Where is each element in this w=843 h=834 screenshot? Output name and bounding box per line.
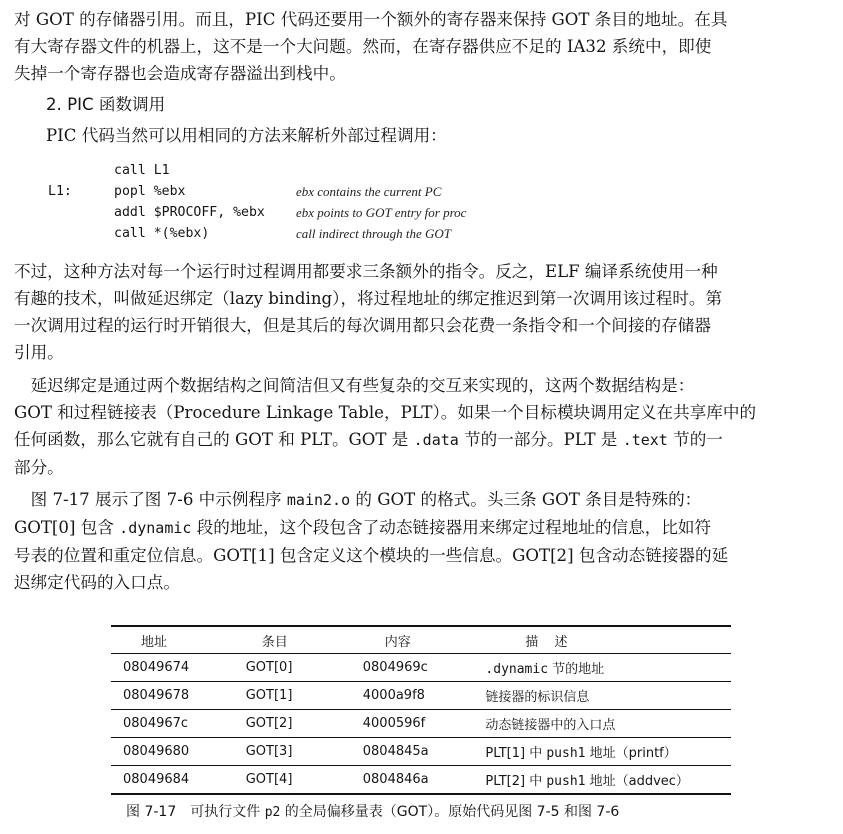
cell-description <box>485 766 731 795</box>
cell-content: 4000a9f8 <box>363 682 486 710</box>
table-row <box>111 682 731 710</box>
text-run: 地址（printf） <box>585 746 677 761</box>
code-line <box>48 202 608 223</box>
got-table <box>111 625 731 795</box>
inline-code: p2 <box>264 805 281 820</box>
cell-description: 链接器的标识信息 <box>485 682 731 710</box>
text-run: GOT[0] 包含 <box>14 518 120 537</box>
header-entry: 条目 <box>246 626 363 654</box>
header-content: 内容 <box>363 626 486 654</box>
cell-address: 08049678 <box>111 682 246 710</box>
cell-entry: GOT[4] <box>246 766 363 795</box>
inline-code: .text <box>622 431 668 449</box>
code-instruction: call L1 <box>114 163 170 178</box>
text-line <box>14 486 834 514</box>
text-line: 引用。 <box>14 343 64 362</box>
text-line <box>14 426 834 454</box>
cell-address: 08049680 <box>111 738 246 766</box>
text-line <box>14 514 834 542</box>
code-comment: ebx points to GOT entry for proc <box>296 205 467 220</box>
text-line: 不过，这种方法对每一个运行时过程调用都要求三条额外的指令。反之，ELF 编译系统使用一种 <box>14 262 718 281</box>
code-label: L1: <box>48 184 72 199</box>
text-run: 节的地址 <box>548 662 605 677</box>
header-address: 地址 <box>111 626 246 654</box>
text-run: 的全局偏移量表（GOT）。原始代码见图 7-5 和图 7-6 <box>280 804 620 820</box>
code-line <box>48 223 608 244</box>
text-run: 图 7-17 可执行文件 <box>126 804 265 820</box>
text-line: 部分。 <box>14 458 64 477</box>
got-table-grid <box>111 625 731 795</box>
figure-caption <box>126 800 619 825</box>
inline-code: .dynamic <box>485 662 549 677</box>
inline-code: .dynamic <box>119 519 192 537</box>
table-row <box>111 738 731 766</box>
text-line: GOT 和过程链接表（Procedure Linkage Table，PLT）。如果一个目标模块调用定义在共享库中的 <box>14 403 757 422</box>
text-run: PLT[1] 中 <box>485 746 547 761</box>
text-run: 图 7-17 展示了图 7-6 中示例程序 <box>14 490 287 509</box>
section-heading: 2. PIC 函数调用 <box>46 95 166 114</box>
code-instruction: call *(%ebx) <box>114 226 210 241</box>
text-line: 有趣的技术，叫做延迟绑定（lazy binding），将过程地址的绑定推迟到第一次调用该过程时。第 <box>14 289 723 308</box>
cell-address: 08049684 <box>111 766 246 795</box>
paragraph-lazy-binding <box>14 258 834 366</box>
table-row <box>111 710 731 738</box>
cell-description: 动态链接器中的入口点 <box>485 710 731 738</box>
cell-entry: GOT[0] <box>246 654 363 682</box>
code-listing <box>48 160 608 244</box>
text-line: 迟绑定代码的入口点。 <box>14 573 180 592</box>
code-comment: call indirect through the GOT <box>296 226 452 241</box>
table-row <box>111 654 731 682</box>
inline-code: push1 <box>546 746 586 761</box>
code-instruction: popl %ebx <box>114 184 186 199</box>
inline-code: .data <box>413 431 459 449</box>
cell-description <box>485 654 731 682</box>
cell-entry: GOT[2] <box>246 710 363 738</box>
text-run: 的 GOT 的格式。头三条 GOT 条目是特殊的： <box>350 490 702 509</box>
cell-entry: GOT[1] <box>246 682 363 710</box>
text-run: 段的地址，这个段包含了动态链接器用来绑定过程地址的信息，比如符 <box>191 518 712 537</box>
cell-content: 0804846a <box>363 766 486 795</box>
text-line: 有大寄存器文件的机器上，这不是一个大问题。然而，在寄存器供应不足的 IA32 系统中，即使 <box>14 37 712 56</box>
code-line <box>48 160 608 181</box>
paragraph-plt <box>14 372 834 481</box>
code-line <box>48 181 608 202</box>
table-row <box>111 766 731 795</box>
inline-code: push1 <box>546 774 586 789</box>
text-line: 失掉一个寄存器也会造成寄存器溢出到栈中。 <box>14 64 346 83</box>
intro-line: PIC 代码当然可以用相同的方法来解析外部过程调用： <box>46 126 447 145</box>
text-run: 节的一 <box>667 430 723 449</box>
text-run: 地址（addvec） <box>585 774 689 789</box>
code-comment: ebx contains the current PC <box>296 184 442 199</box>
text-line: 一次调用过程的运行时开销很大，但是其后的每次调用都只会花费一条指令和一个间接的存储器 <box>14 316 711 335</box>
header-description: 描 述 <box>485 626 731 654</box>
text-line: 延迟绑定是通过两个数据结构之间简洁但又有些复杂的交互来实现的，这两个数据结构是： <box>14 376 695 395</box>
text-line: 号表的位置和重定位信息。GOT[1] 包含定义这个模块的一些信息。GOT[2] 包含动态链接器的延 <box>14 546 729 565</box>
cell-address: 0804967c <box>111 710 246 738</box>
cell-address: 08049674 <box>111 654 246 682</box>
text-run: PLT[2] 中 <box>485 774 547 789</box>
table-header-row <box>111 626 731 654</box>
paragraph-got-register <box>14 6 834 87</box>
code-instruction: addl $PROCOFF, %ebx <box>114 205 265 220</box>
cell-content: 0804845a <box>363 738 486 766</box>
cell-content: 0804969c <box>363 654 486 682</box>
cell-content: 4000596f <box>363 710 486 738</box>
text-run: 任何函数，那么它就有自己的 GOT 和 PLT。GOT 是 <box>14 430 414 449</box>
inline-code: main2.o <box>286 491 351 509</box>
cell-entry: GOT[3] <box>246 738 363 766</box>
text-run: 节的一部分。PLT 是 <box>458 430 623 449</box>
text-line: 对 GOT 的存储器引用。而且，PIC 代码还要用一个额外的寄存器来保持 GOT 条目的地址。在具 <box>14 10 728 29</box>
cell-description <box>485 738 731 766</box>
paragraph-figure-intro <box>14 486 834 596</box>
